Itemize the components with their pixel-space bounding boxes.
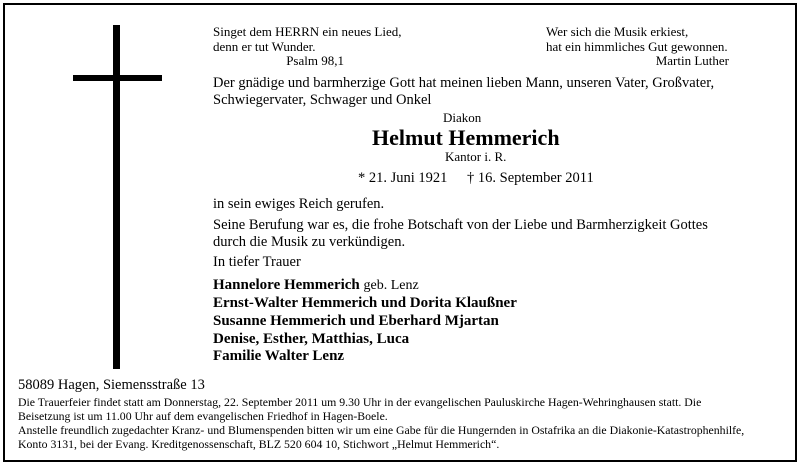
mourner-line3: Susanne Hemmerich und Eberhard Mjartan — [213, 313, 499, 329]
mourner-first-name: Hannelore Hemmerich — [213, 277, 360, 293]
verse-left-line2: denn er tut Wunder. — [213, 39, 316, 54]
mourner-first-note: geb. Lenz — [363, 278, 419, 293]
footer-address: 58089 Hagen, Siemensstraße 13 — [18, 377, 205, 393]
mourner-line2: Ernst-Walter Hemmerich und Dorita Klaußner — [213, 295, 517, 311]
deceased-title-above: Diakon — [443, 110, 482, 125]
footer-line2: Beisetzung ist um 11.00 Uhr auf dem evangelischen Friedhof in Hagen-Boele. — [18, 409, 388, 423]
cross-icon-bar — [73, 75, 162, 81]
mourner-line4: Denise, Esther, Matthias, Luca — [213, 331, 410, 347]
deceased-name: Helmut Hemmerich — [372, 125, 560, 150]
verse-left-source: Psalm 98,1 — [286, 53, 344, 68]
body-calling-line1: Seine Berufung war es, die frohe Botschaft von der Liebe und Barmherzigkeit Gottes — [213, 217, 708, 233]
deceased-born: * 21. Juni 1921 — [358, 170, 448, 186]
verse-right-line2: hat ein himmliches Gut gewonnen. — [546, 39, 728, 54]
footer-line1: Die Trauerfeier findet statt am Donnerstag, 22. September 2011 um 9.30 Uhr in der evangelischen Pauluskirche Hagen-Wehringhausen statt. Die — [18, 395, 702, 409]
body-mourning: In tiefer Trauer — [213, 254, 301, 270]
intro-line1: Der gnädige und barmherzige Gott hat meinen lieben Mann, unseren Vater, Großvater, — [213, 75, 715, 91]
verse-right-source: Martin Luther — [655, 53, 729, 68]
body-calling-line2: durch die Musik zu verkündigen. — [213, 234, 406, 250]
verse-right-line1: Wer sich die Musik erkiest, — [546, 24, 689, 39]
deceased-died: † 16. September 2011 — [467, 170, 594, 186]
deceased-title-below: Kantor i. R. — [445, 149, 507, 164]
verse-left-line1: Singet dem HERRN ein neues Lied, — [213, 24, 402, 39]
mourner-line1 — [213, 276, 419, 295]
mourner-line5: Familie Walter Lenz — [213, 348, 345, 364]
footer-line4: Konto 3131, bei der Evang. Kreditgenossenschaft, BLZ 520 604 10, Stichwort „Helmut Hemmerich“. — [18, 437, 500, 451]
footer-line3: Anstelle freundlich zugedachter Kranz- und Blumenspenden bitten wir um eine Gabe für die Hungernden in Ostafrika an die Diakonie-Katastrophenhilfe, — [18, 423, 745, 437]
body-called: in sein ewiges Reich gerufen. — [213, 196, 385, 212]
intro-line2: Schwiegervater, Schwager und Onkel — [213, 92, 432, 108]
